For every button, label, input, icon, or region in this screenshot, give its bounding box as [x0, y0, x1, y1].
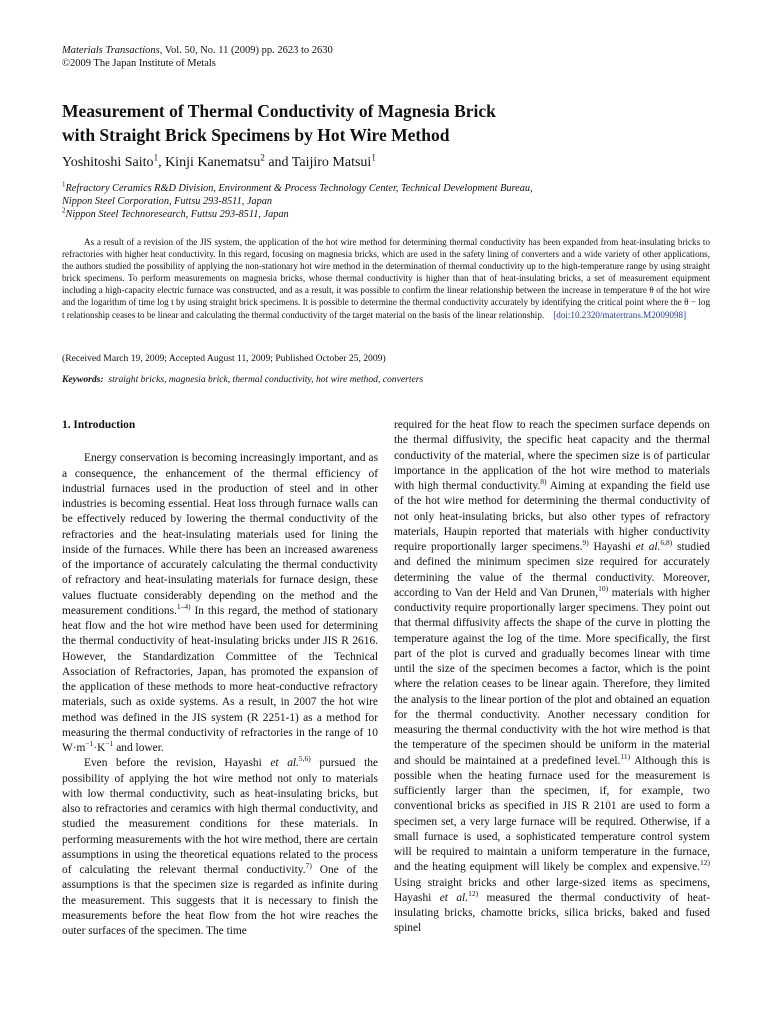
affiliations: [62, 182, 712, 221]
copyright-line: ©2009 The Japan Institute of Metals: [62, 58, 216, 69]
citation[interactable]: 9): [582, 538, 589, 548]
abstract: [62, 236, 710, 321]
paragraph-2: Even before the revision, Hayashi et al.$^{5,6)}$ pursued the possibility of applying the hot wire method not only to materials with low thermal conductivity, such as heat-insulating bricks, but also to refractories and ceramics with high thermal conductivity, and studied the measurement conditions for these materials. In performing measurements with the hot wire method, there are certain assumptions in using the theoretical equations related to the process of calculating the relevant thermal conductivity.$^{7)}$ One of the assumptions is that the specimen size is regarded as infinite during the measurement. This suggests that it is necessary to finish the measurements before the heat flow from the hot wire reaches the outer surfaces of the specimen. The time: [62, 754, 378, 937]
author-2-affil: 2: [260, 152, 265, 163]
paper-title: [62, 99, 712, 147]
author-1: Yoshitoshi Saito: [62, 155, 154, 170]
journal-citation: [62, 44, 333, 70]
author-3-affil: 1: [371, 152, 376, 163]
keywords-label: Keywords:: [62, 374, 104, 385]
section-heading: 1. Introduction: [62, 419, 136, 431]
citation[interactable]: 1–4): [176, 601, 191, 611]
author-2: , Kinji Kanematsu: [158, 155, 261, 170]
left-column: [62, 418, 378, 939]
author-3: and Taijiro Matsui: [264, 155, 372, 170]
citation[interactable]: 12): [700, 858, 710, 868]
keywords: [62, 374, 423, 385]
citation[interactable]: 12): [468, 888, 479, 898]
affiliation-1: $^1$Refractory Ceramics R&D Division, Environment & Process Technology Center, Technical Development Bureau,: [62, 180, 533, 194]
journal-issue: , Vol. 50, No. 11 (2009) pp. 2623 to 2630: [159, 45, 333, 56]
citation[interactable]: 10): [598, 583, 609, 593]
author-list: [62, 154, 376, 172]
received-dates: (Received March 19, 2009; Accepted August 11, 2009; Published October 25, 2009): [62, 353, 386, 364]
journal-name: Materials Transactions: [62, 45, 160, 56]
paragraph-2-cont: required for the heat flow to reach the specimen surface depends on the thermal diffusivity, the specific heat capacity and the thermal conductivity of the material, where the specimen size is of particular importance in the application of the hot wire method to materials with high thermal conductivity.$^{8)}$ Aiming at expanding the field use of the hot wire method for determining the thermal conductivity of not only heat-insulating bricks, but also other types of refractory materials, Haupin reported that materials with higher conductivity require proportionally larger specimens.$^{9)}$ Hayashi et al.$^{6,8)}$ studied and defined the minimum specimen size required for accurately determining the value of the thermal conductivity. Moreover, according to Van der Held and Van Drunen,$^{10)}$ materials with higher conductivity require proportionally larger specimens. They point out that thermal diffusivity affects the shape of the curve in plotting the temperature against the log of the time. More specifically, the first part of the plot is curved and gradually becomes linear with time until the size of the specimen becomes a factor, which is the point where the relation ceases to be linear again. Therefore, they limited the analysis to the linear portion of the plot and obtained an equation for the thermal conductivity. Another necessary condition for measuring the thermal conductivity with the hot wire method is that the temperature of the specimen should be uniform in the material and should be maintained at a predefined level.$^{11)}$ Although this is possible when the heating furnace used for the measurement is sufficiently larger than the specimen, if, for example, two conventional bricks as specified in JIS R 2101 are used to form a specimen set, a very large furnace will be required. Otherwise, if a small furnace is used, a sophisticated temperature control system will be required to maintain a uniform temperature in the furnace, and the heating equipment will likely be complex and expensive.$^{12)}$ Using straight bricks and other large-sized items as specimens, Hayashi et al.$^{12)}$ measured the thermal conductivity of heat-insulating bricks, chamotte bricks, silica bricks, baked and fused spinel: [394, 419, 710, 935]
right-column: [394, 418, 710, 937]
doi-link[interactable]: [doi:10.2320/matertrans.M2009098]: [553, 309, 687, 320]
title-line-2: with Straight Brick Specimens by Hot Wire Method: [62, 125, 450, 145]
affiliation-1-cont: Nippon Steel Corporation, Futtsu 293-8511, Japan: [62, 196, 273, 207]
citation[interactable]: 11): [620, 751, 631, 761]
keywords-list: straight bricks, magnesia brick, thermal conductivity, hot wire method, converters: [108, 374, 424, 385]
citation[interactable]: 7): [305, 861, 312, 871]
author-1-affil: 1: [153, 152, 159, 163]
abstract-text: As a result of a revision of the JIS system, the application of the hot wire method for determining thermal conductivity has been expanded from heat-insulating bricks to refractories with higher heat conductivity. In this regard, focusing on magnesia bricks, which are used in the safety lining of converters and a wide variety of other applications, the authors studied the possibility of applying the non-stationary hot wire method in the determination of thermal conductivity up to the high-temperature range by using straight brick specimens. To perform measurements on magnesia bricks, whose thermal conductivity is higher than that of heat-insulating bricks, a set of measurement equipment including a high-capacity electric furnace was constructed, and as a result, it was possible to confirm the linear relationship between the increase in temperature θ of the hot wire and the logarithm of time log t by using straight brick specimens. It is possible to determine the thermal conductivity accurately by identifying the critical point where the θ − log t relationship ceases to be linear and calculating the thermal conductivity of the target material on the basis of the linear relationship.: [62, 237, 710, 320]
citation[interactable]: 6,8): [660, 538, 673, 548]
citation[interactable]: 5,6): [298, 754, 311, 764]
journal-volume-line: [62, 44, 333, 57]
affiliation-2: $^2$Nippon Steel Technoresearch, Futtsu 293-8511, Japan: [62, 206, 289, 220]
title-line-1: Measurement of Thermal Conductivity of Magnesia Brick: [62, 101, 496, 121]
paragraph-1: Energy conservation is becoming increasingly important, and as a consequence, the enhancement of the thermal efficiency of industrial furnaces used in the production of steel and in other industries is becoming essential. Heat loss through furnace walls can be effectively reduced by lowering the thermal conductivity of the refractories and the heat-insulating materials used for lining the inside of the furnaces. While there has been an increased awareness of the importance of accurately calculating the thermal conductivity of refractory and heat-insulating materials for furnace design, these values fluctuate considerably depending on the method and the measurement conditions.$^{1-4)}$ In this regard, the method of stationary heat flow and the hot wire method have been used for determining the thermal conductivity of heat-insulating bricks under JIS R 2616. However, the Standardization Committee of the Technical Association of Refractories, Japan, has promoted the expansion of the application of these methods to more heat-conductive refractory materials, such as oxide systems. As a result, in 2007 the hot wire method was defined in the JIS system (R 2251-1) as a method for measuring the thermal conductivity of refractories in the range of 10 $W\cdot m^{-1}\cdot K^{-1}$ and lower.: [62, 452, 378, 754]
citation[interactable]: 8): [540, 477, 547, 487]
